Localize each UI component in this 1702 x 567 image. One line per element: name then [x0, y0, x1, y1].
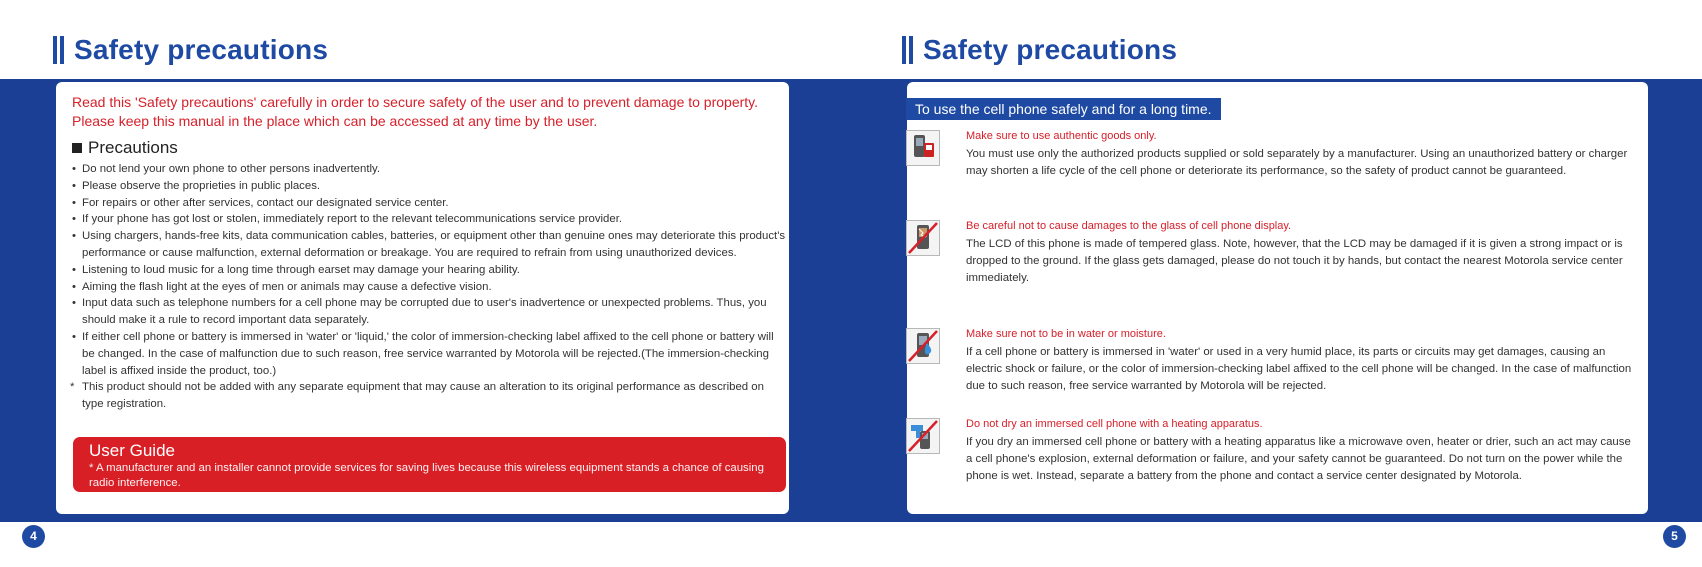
- intro-text: Read this 'Safety precautions' carefully in order to secure safety of the user and to prevent damage to property. Please keep this manual in the place which can be accessed at any time by the user.: [72, 94, 759, 129]
- note-item: * This product should not be added with any separate equipment that may cause an alteration to its original performance as described on type registration.: [70, 379, 786, 413]
- precautions-list: [70, 161, 786, 413]
- item-title: Be careful not to cause damages to the glass of cell phone display.: [966, 220, 1292, 232]
- right-page-title: [902, 34, 1177, 66]
- page-number-left: 4: [22, 525, 45, 548]
- item-title: Make sure to use authentic goods only.: [966, 130, 1157, 142]
- list-item: • Do not lend your own phone to other persons inadvertently.: [70, 161, 786, 178]
- list-item: • Please observe the proprieties in public places.: [70, 178, 786, 195]
- item-text: The LCD of this phone is made of tempered glass. Note, however, that the LCD may be damaged if it is given a strong impact or is dropped to the ground. If the glass gets damaged, please do not touch it by hands, but contact the nearest Motorola service center immediately.: [966, 238, 1623, 284]
- square-bullet-icon: [72, 143, 82, 153]
- list-item: • Input data such as telephone numbers for a cell phone may be corrupted due to user's inadvertence or unexpected problems. Thus, you should make it a rule to record important data separately.: [70, 295, 786, 329]
- right-page-title-text: Safety precautions: [923, 34, 1178, 65]
- item-text: You must use only the authorized products supplied or sold separately by a manufacturer. Using an unauthorized battery or charger may shorten a life cycle of the cell phone or deteriorate its performance, so the safety of product cannot be guaranteed.: [966, 148, 1628, 177]
- hair-dryer-icon: [906, 418, 940, 454]
- list-item: • For repairs or other after services, contact our designated service center.: [70, 195, 786, 212]
- list-item: • Aiming the flash light at the eyes of men or animals may cause a defective vision.: [70, 279, 786, 296]
- precautions-heading: [72, 138, 178, 158]
- authentic-goods-icon: [906, 130, 940, 166]
- user-guide-title: User Guide: [89, 441, 175, 460]
- water-drop-icon: [906, 328, 940, 364]
- user-guide-box: [73, 437, 786, 492]
- page-number-right: 5: [1663, 525, 1686, 548]
- title-bar-icon: [909, 36, 913, 64]
- item-text: If a cell phone or battery is immersed in 'water' or used in a very humid place, its parts or circuits may get damages, causing an electric shock or failure, or the color of immersion-checking label affixed to the cell phone will be changed. In the case of malfunction due to such reason, free service warranted by Motorola will be rejected.: [966, 346, 1632, 392]
- left-page-title: [53, 34, 328, 66]
- user-guide-text: * A manufacturer and an installer cannot provide services for saving lives because this wireless equipment stands a chance of causing radio interference.: [89, 462, 764, 489]
- list-item: • Using chargers, hands-free kits, data communication cables, batteries, or equipment other than genuine ones may deteriorate this product's performance or cause malfunction, external deformation or breakage. You are required to refrain from using unauthorized devices.: [70, 228, 786, 262]
- title-bar-icon: [902, 36, 906, 64]
- broken-display-icon: [906, 220, 940, 256]
- title-bar-icon: [60, 36, 64, 64]
- list-item: • If either cell phone or battery is immersed in 'water' or 'liquid,' the color of immersion-checking label affixed to the cell phone or battery will be changed. In the case of malfunction due to such reason, free service warranted by Motorola will be rejected.(The immersion-checking label is affixed inside the product, too.): [70, 329, 786, 379]
- left-page-title-text: Safety precautions: [74, 34, 329, 65]
- list-item: • If your phone has got lost or stolen, immediately report to the relevant telecommunications service provider.: [70, 211, 786, 228]
- section-subheading: To use the cell phone safely and for a long time.: [906, 98, 1221, 120]
- item-text: If you dry an immersed cell phone or battery with a heating apparatus like a microwave oven, heater or drier, such an act may cause a cell phone's explosion, external deformation or failure, and your safety cannot be guaranteed. Do not turn on the power while the phone is wet. Instead, separate a battery from the phone and contact a service center designated by Motorola.: [966, 436, 1631, 482]
- precautions-heading-text: Precautions: [88, 138, 178, 157]
- list-item: • Listening to loud music for a long time through earset may damage your hearing ability.: [70, 262, 786, 279]
- item-title: Make sure not to be in water or moisture.: [966, 328, 1166, 340]
- item-title: Do not dry an immersed cell phone with a heating apparatus.: [966, 418, 1263, 430]
- title-bar-icon: [53, 36, 57, 64]
